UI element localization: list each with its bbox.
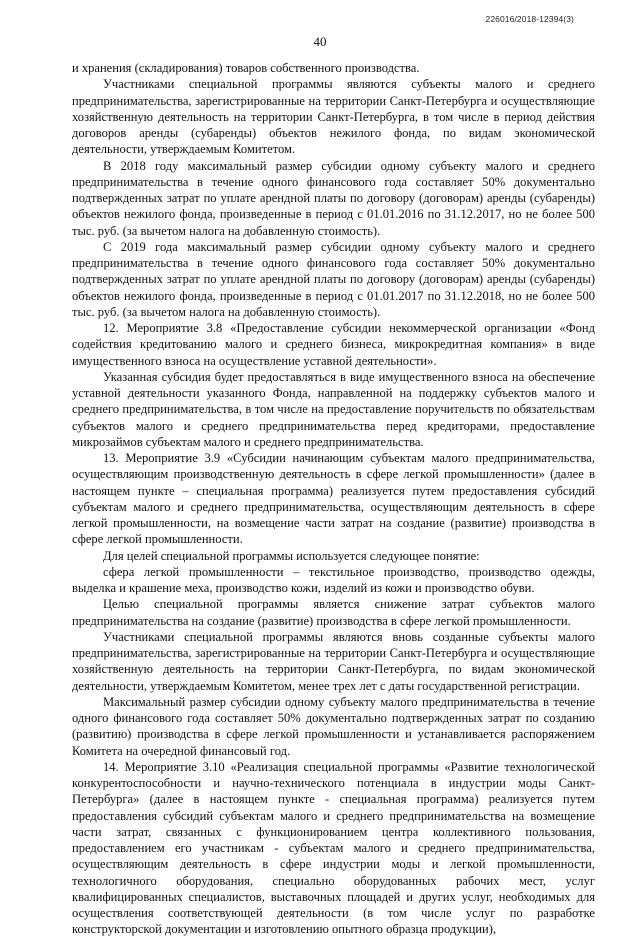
paragraph: Целью специальной программы является снижение затрат субъектов малого предпринимательства на создание (развитие) производства в сфере легкой промышленности.: [72, 597, 595, 628]
paragraph: 12. Мероприятие 3.8 «Предоставление субсидии некоммерческой организации «Фонд содействия кредитованию малого и среднего бизнеса, микрокредитная компания» в виде имущественного взноса на осуществление уставной деятельности».: [72, 321, 595, 368]
paragraph: С 2019 года максимальный размер субсидии одному субъекту малого и среднего предпринимательства в течение одного финансового года составляет 50% документально подтвержденных затрат по уплате арендной платы по договору (договорам) аренды (субаренды) объектов нежилого фонда, произведенные в период с 01.01.2017 по 31.12.2018, но не более 500 тыс. руб. (за вычетом налога на добавленную стоимость).: [72, 239, 595, 319]
paragraph: Участниками специальной программы являются вновь созданные субъекты малого предпринимательства, зарегистрированные на территории Санкт-Петербурга и осуществляющие хозяйственную деятельность на территории Санкт-Петербурга, по видам экономической деятельности, утверждаемым Комитетом, менее трех лет с даты государственной регистрации.: [72, 629, 595, 693]
page-number: 40: [313, 34, 327, 49]
paragraph: и хранения (складирования) товаров собственного производства.: [72, 61, 420, 75]
document-id: 226016/2018-12394(3): [485, 14, 574, 24]
paragraph: сфера легкой промышленности – текстильное производство, производство одежды, выделка и крашение меха, производство кожи, изделий из кожи и производство обуви.: [72, 564, 595, 595]
paragraph: Указанная субсидия будет предоставляться в виде имущественного взноса на обеспечение уставной деятельности указанного Фонда, направленной на поддержку субъектов малого и среднего предпринимательства, в том числе на предоставление поручительств по обязательствам субъектов малого и среднего предпринимательства перед кредиторами, предоставление микрозаймов субъектам малого и среднего предпринимательства.: [72, 369, 595, 449]
paragraph: 13. Мероприятие 3.9 «Субсидии начинающим субъектам малого предпринимательства, осуществляющим производственную деятельность в сфере легкой промышленности» (далее в настоящем пункте – специальная программа) реализуется путем предоставления субсидий субъектам малого и среднего предпринимательства, осуществляющим деятельность в сфере легкой промышленности, на возмещение части затрат на создание (развитие) производства в сфере легкой промышленности.: [72, 451, 595, 547]
paragraph: Максимальный размер субсидии одному субъекту малого предпринимательства в течение одного финансового года составляет 50% документально подтвержденных затрат по созданию (развитию) производства в сфере легкой промышленности и устанавливается распоряжением Комитета на очередной финансовый год.: [72, 694, 595, 758]
paragraph: 14. Мероприятие 3.10 «Реализация специальной программы «Развитие технологической конкурентоспособности и научно-технического потенциала в индустрии моды Санкт-Петербурга» (далее в настоящем пункте - специальная программа) реализуется путем предоставления субсидий субъектам малого и среднего предпринимательства на возмещение части затрат, связанных с функционированием центра коллективного пользования, предоставлением его участникам - субъектам малого и среднего предпринимательства, осуществляющим деятельность в сфере индустрии моды и легкой промышленности, технологичного оборудования, специально оборудованных рабочих мест, услуг квалифицированных специалистов, выставочных площадей и других услуг, необходимых для осуществления соответствующей деятельности (в том числе услуг по разработке конструкторской документации и изготовлению опытного образца продукции),: [72, 759, 595, 937]
document-body: [72, 60, 595, 938]
paragraph: Для целей специальной программы используется следующее понятие:: [103, 548, 480, 563]
paragraph: В 2018 году максимальный размер субсидии одному субъекту малого и среднего предпринимательства в течение одного финансового года составляет 50% документально подтвержденных затрат по уплате арендной платы по договору (договорам) аренды (субаренды) объектов нежилого фонда, произведенные в период с 01.01.2016 по 31.12.2017, но не более 500 тыс. руб. (за вычетом налога на добавленную стоимость).: [72, 158, 595, 238]
paragraph: Участниками специальной программы являются субъекты малого и среднего предпринимательства, зарегистрированные на территории Санкт-Петербурга и осуществляющие хозяйственную деятельность на территории Санкт-Петербурга, в том числе в период действия договоров аренды (субаренды) объектов нежилого фонда, по видам экономической деятельности, утверждаемым Комитетом.: [72, 77, 595, 157]
